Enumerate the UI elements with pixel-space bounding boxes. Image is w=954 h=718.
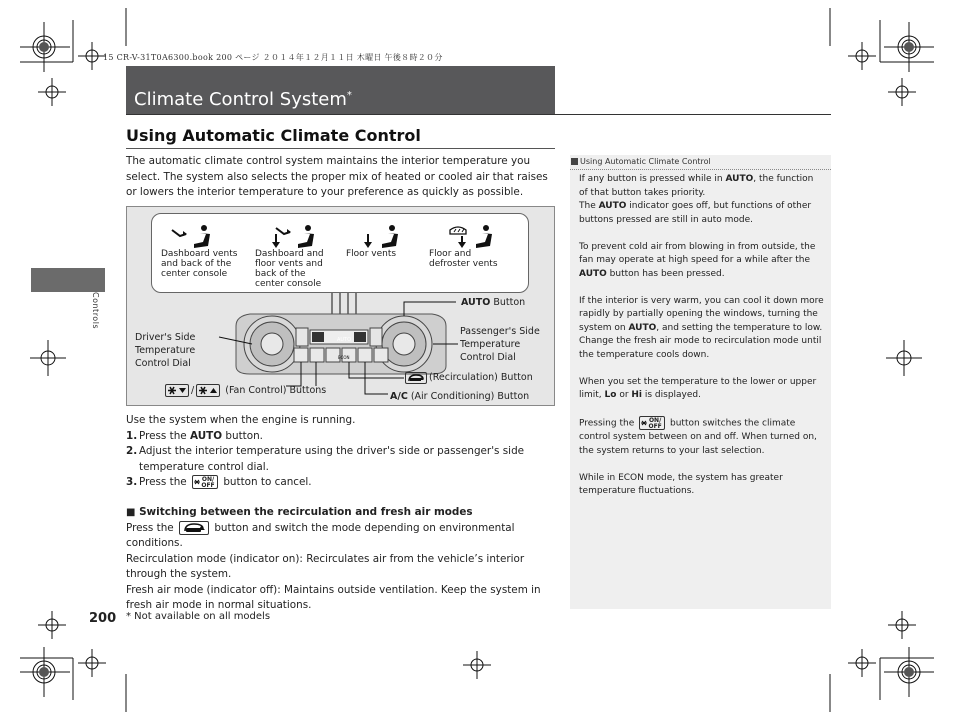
- step-3: 3. Press the ON/ OFF button to cancel.: [126, 476, 312, 489]
- page-number: 200: [89, 611, 117, 626]
- recirculation-button-icon: [179, 521, 209, 535]
- sidebar-note-on-off: Pressing the ON/ OFF button switches the climate control system between on and off. When turned on, the system returns to your last selection.: [579, 417, 817, 456]
- book-info: 15 CR-V-31T0A6300.book 200 ページ ２０１４年１２月１１日 木曜日 午後８時２０分: [103, 53, 443, 62]
- sidebar-body: [579, 173, 824, 512]
- vent-mode-floor-defrost: Floor and defroster vents: [429, 249, 498, 269]
- vent-mode-dashboard: Dashboard vents and back of the center console: [161, 249, 238, 279]
- sidebar-note-cold-air: To prevent cold air from blowing in from outside, the fan may operate at high speed for a while after the AUTO button has been pressed.: [579, 241, 816, 279]
- on-off-button-icon: ON/ OFF: [192, 475, 218, 489]
- sidebar-note-priority: If any button is pressed while in AUTO, the function of that button takes priority. The AUTO indicator goes off, but functions of other buttons pressed are still in auto mode.: [579, 174, 814, 225]
- steps: [126, 413, 556, 491]
- svg-text:AUTO: AUTO: [337, 337, 352, 343]
- step-2: 2. Adjust the interior temperature using the driver's side or passenger's side temperature control dial.: [126, 445, 525, 473]
- side-tab: [31, 268, 105, 292]
- drivers-dial-label: Driver's Side Temperature Control Dial: [135, 332, 196, 369]
- sidebar-note-warm-interior: If the interior is very warm, you can cool it down more rapidly by partially opening the windows, turning the system on AUTO, and setting the temperature to low. Change the fresh air mode to recirculation mode until the temperature cools down.: [579, 295, 824, 360]
- header-rule: [126, 114, 831, 115]
- fan-control-label: / (Fan Control) Buttons: [163, 384, 326, 397]
- recirculation-mode-text: Recirculation mode (indicator on): Recirculates air from the vehicle’s interior through the system.: [126, 552, 525, 580]
- fan-down-icon: [165, 384, 189, 397]
- on-off-button-icon: ON/ OFF: [639, 416, 665, 430]
- vent-mode-floor: Floor vents: [346, 249, 397, 259]
- passengers-dial-label: Passenger's Side Temperature Control Dial: [460, 326, 540, 363]
- sidebar-note-econ: While in ECON mode, the system has greater temperature fluctuations.: [579, 472, 783, 496]
- footnote: * Not available on all models: [126, 611, 271, 622]
- vent-mode-dashboard-floor: Dashboard and floor vents and back of the center console: [255, 249, 324, 289]
- sidebar-note-limits: When you set the temperature to the lower or upper limit, Lo or Hi is displayed.: [579, 376, 817, 400]
- chapter-header: [126, 66, 555, 114]
- recirculation-button-label: (Recirculation) Button: [403, 371, 533, 384]
- fan-up-icon: [196, 384, 220, 397]
- auto-button-label: AUTO Button: [461, 297, 526, 308]
- note-marker-icon: [571, 158, 578, 165]
- intro-text: The automatic climate control system maintains the interior temperature you select. The system also selects the proper mix of heated or cooled air that raises or lowers the interior temperature to your preference as quickly as possible.: [126, 155, 548, 198]
- fresh-air-mode-text: Fresh air mode (indicator off): Maintains outside ventilation. Keep the system in fresh air mode in normal situations.: [126, 583, 541, 611]
- section-rule: [126, 148, 555, 149]
- steps-intro: Use the system when the engine is running.: [126, 414, 356, 426]
- recirculation-section-title: ■ Switching between the recirculation and fresh air modes: [126, 506, 473, 518]
- recirculation-press-text: Press the button and switch the mode depending on environmental conditions.: [126, 521, 515, 549]
- svg-text:ECON: ECON: [338, 355, 350, 360]
- recirculation-icon: [405, 372, 427, 384]
- ac-button-label: A/C (Air Conditioning) Button: [390, 391, 530, 402]
- chapter-title: Climate Control System*: [134, 89, 352, 110]
- section-title: Using Automatic Climate Control: [126, 126, 421, 145]
- side-label: Controls: [91, 292, 100, 330]
- sidebar-notes: [570, 155, 831, 609]
- sidebar-header: Using Automatic Climate Control: [570, 155, 831, 170]
- recirculation-section: [126, 505, 556, 614]
- step-1: 1. Press the AUTO button.: [126, 429, 263, 442]
